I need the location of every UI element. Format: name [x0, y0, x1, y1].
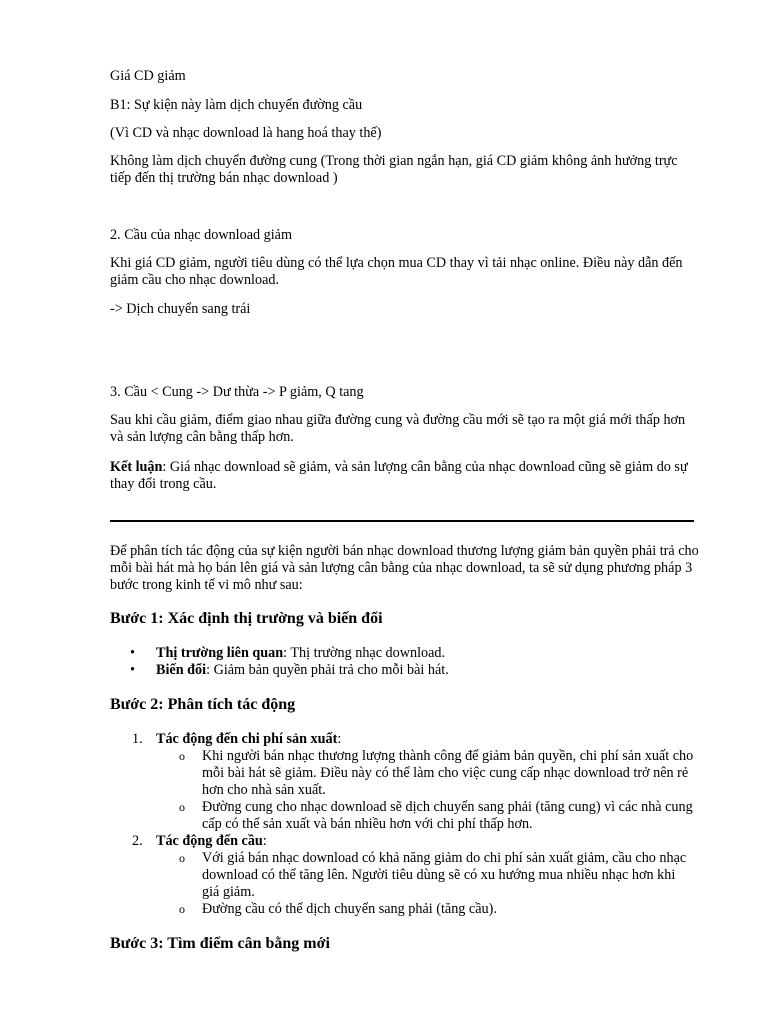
- text-line: -> Dịch chuyển sang trái: [110, 301, 251, 317]
- intro-paragraph: Để phân tích tác động của sự kiện người bán nhạc download thương lượng giảm bản quyền phải trả cho mỗi bài hát mà họ bán lên giá và sản lượng cân bằng của nhạc download, ta sẽ sử dụng phương pháp 3 bước trong kinh tế vi mô như sau:: [110, 543, 699, 593]
- bullet-text: : Thị trường nhạc download.: [283, 645, 446, 661]
- item-suffix: :: [262, 833, 267, 849]
- item-label: Tác động đến cầu: [156, 833, 263, 849]
- bullet-label: Biến đổi: [156, 662, 207, 678]
- text-line: B1: Sự kiện này làm dịch chuyển đường cầu: [110, 97, 363, 113]
- text-line: Giá CD giảm: [110, 68, 186, 84]
- bullet-icon: •: [130, 645, 135, 661]
- circle-bullet-icon: o: [179, 902, 185, 916]
- text-line: (Vì CD và nhạc download là hang hoá thay thế): [110, 125, 382, 141]
- circle-bullet-icon: o: [179, 851, 185, 865]
- item-number: 1.: [132, 731, 143, 747]
- bullet-label: Thị trường liên quan: [156, 645, 284, 661]
- sub-item-text: Khi người bán nhạc thương lượng thành công để giảm bản quyền, chi phí sản xuất cho mỗi bài hát sẽ giảm. Điều này có thể làm cho việc cung cấp nhạc download trở nên rẻ hơn cho nhà sản xuất.: [202, 748, 694, 798]
- circle-bullet-icon: o: [179, 800, 185, 814]
- bullet-icon: •: [130, 662, 135, 678]
- item-label: Tác động đến chi phí sản xuất: [156, 731, 338, 747]
- item-number: 2.: [132, 833, 143, 849]
- horizontal-divider: [110, 520, 694, 522]
- step3-heading: Bước 3: Tìm điểm cân bằng mới: [110, 935, 330, 952]
- section-title: 2. Cầu của nhạc download giảm: [110, 227, 293, 243]
- sub-item-text: Đường cung cho nhạc download sẽ dịch chuyển sang phải (tăng cung) vì các nhà cung cấp có thể sản xuất và bán nhiều hơn với chi phí thấp hơn.: [202, 799, 693, 832]
- conclusion-label: Kết luận: [110, 459, 163, 475]
- sub-item-text: Với giá bán nhạc download có khả năng giảm do chi phí sản xuất giảm, cầu cho nhạc download có thể tăng lên. Người tiêu dùng sẽ có xu hướng mua nhiều nhạc hơn khi giá giảm.: [202, 850, 687, 900]
- step1-heading: Bước 1: Xác định thị trường và biến đổi: [110, 610, 383, 627]
- paragraph: Không làm dịch chuyển đường cung (Trong thời gian ngắn hạn, giá CD giảm không ảnh hưởng trực tiếp đến thị trường bán nhạc download ): [110, 153, 678, 186]
- circle-bullet-icon: o: [179, 749, 185, 763]
- sub-item-text: Đường cầu có thể dịch chuyển sang phải (tăng cầu).: [202, 901, 497, 917]
- conclusion-text: : Giá nhạc download sẽ giảm, và sản lượng cân bằng của nhạc download cũng sẽ giảm do sự thay đổi trong cầu.: [110, 459, 688, 492]
- paragraph: Sau khi cầu giảm, điểm giao nhau giữa đường cung và đường cầu mới sẽ tạo ra một giá mới thấp hơn và sản lượng cân bằng thấp hơn.: [110, 412, 686, 445]
- item-suffix: :: [337, 731, 342, 747]
- conclusion-paragraph: [110, 459, 700, 493]
- section-title: 3. Cầu < Cung -> Dư thừa -> P giảm, Q tang: [110, 384, 364, 400]
- bullet-text: : Giảm bản quyền phải trả cho mỗi bài hát.: [206, 662, 449, 678]
- step2-heading: Bước 2: Phân tích tác động: [110, 696, 296, 713]
- paragraph: Khi giá CD giảm, người tiêu dùng có thể lựa chọn mua CD thay vì tải nhạc online. Điều này dẫn đến giảm cầu cho nhạc download.: [110, 255, 683, 288]
